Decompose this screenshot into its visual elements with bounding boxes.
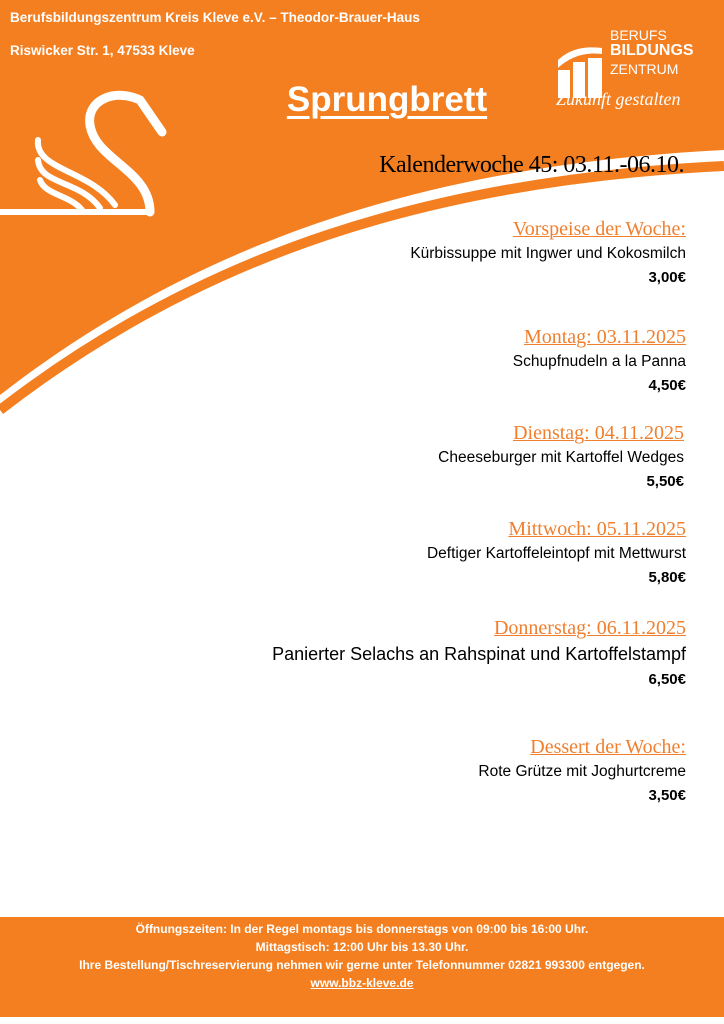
footer — [0, 917, 724, 1017]
website-link[interactable]: www.bbz-kleve.de — [310, 976, 414, 990]
menu-section-wednesday: Mittwoch: 05.11.2025 Deftiger Kartoffeleintopf mit Mettwurst 5,80€ — [426, 518, 686, 586]
menu-section-monday: Montag: 03.11.2025 Schupfnudeln a la Panna 4,50€ — [512, 326, 686, 394]
lunch-hours: Mittagstisch: 12:00 Uhr bis 13.30 Uhr. — [255, 940, 469, 954]
menu-section-tuesday: Dienstag: 04.11.2025 Cheeseburger mit Kartoffel Wedges 5,50€ — [438, 422, 684, 490]
menu-section-starter: Vorspeise der Woche: Kürbissuppe mit Ingwer und Kokosmilch 3,00€ — [410, 218, 686, 286]
reservation-info: Ihre Bestellung/Tischreservierung nehmen wir gerne unter Telefonnummer 02821 993300 entgegen. — [79, 958, 645, 972]
calendar-week-heading: Kalenderwoche 45: 03.11.-06.10. — [379, 152, 684, 178]
page-title: Sprungbrett — [286, 80, 488, 119]
organization-address: Riswicker Str. 1, 47533 Kleve — [10, 43, 195, 58]
opening-hours: Öffnungszeiten: In der Regel montags bis donnerstags von 09:00 bis 16:00 Uhr. — [135, 922, 589, 936]
menu-section-thursday: Donnerstag: 06.11.2025 Panierter Selachs an Rahspinat und Kartoffelstampf 6,50€ — [272, 617, 686, 688]
menu-section-dessert: Dessert der Woche: Rote Grütze mit Joghurtcreme 3,50€ — [478, 736, 686, 804]
organization-name: Berufsbildungszentrum Kreis Kleve e.V. – Theodor-Brauer-Haus — [10, 10, 420, 25]
bbz-logo: BERUFS BILDUNGS ZENTRUM Zukunft gestalten — [556, 27, 694, 109]
